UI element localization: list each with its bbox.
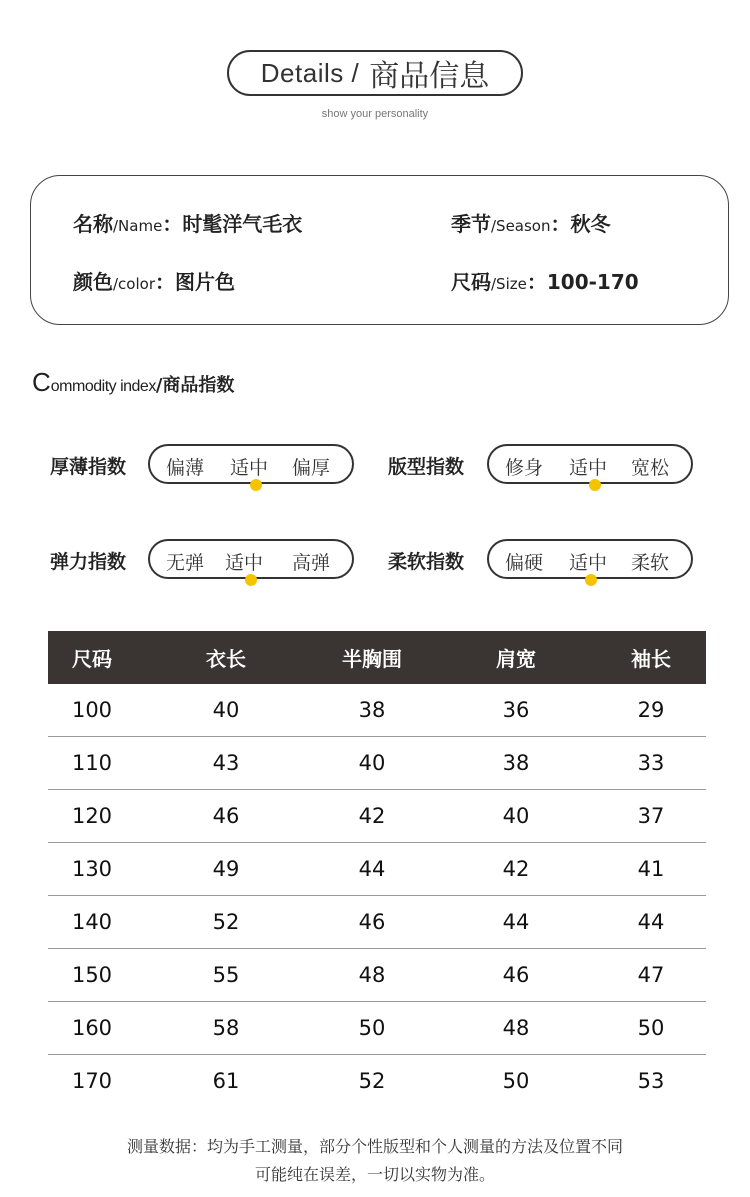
table-cell: 44: [637, 910, 665, 934]
table-cell: 40: [502, 804, 530, 828]
table-cell: 43: [212, 751, 240, 775]
table-cell: 46: [502, 963, 530, 987]
index-option: 偏硬: [505, 552, 544, 574]
index-option: 高弹: [292, 552, 331, 574]
table-cell: 42: [502, 857, 530, 881]
table-cell: 36: [502, 698, 530, 722]
table-row: [48, 1002, 706, 1055]
table-cell: 44: [502, 910, 530, 934]
info-season-label-en: /Season: [491, 217, 551, 235]
info-name: [73, 208, 302, 237]
table-cell: 110: [71, 751, 113, 775]
index-option-selected: 适中: [225, 552, 264, 574]
table-cell: 50: [358, 1016, 386, 1040]
size-table-header: [48, 631, 706, 684]
heading-en: ommodity index: [50, 378, 156, 395]
table-cell: 58: [212, 1016, 240, 1040]
table-cell: 38: [502, 751, 530, 775]
info-color-label: 颜色: [73, 270, 113, 294]
index-indicator-dot: [585, 574, 597, 586]
index-label-softness: 柔软指数: [388, 551, 465, 573]
table-cell: 41: [637, 857, 665, 881]
index-option-selected: 适中: [569, 457, 608, 479]
index-option: 柔软: [631, 552, 670, 574]
info-color-label-en: /color: [113, 275, 155, 293]
index-pill-elasticity: [148, 539, 354, 579]
column-header-size: 尺码: [72, 647, 112, 671]
table-cell: 48: [358, 963, 386, 987]
table-cell: 52: [212, 910, 240, 934]
info-color-colon: ：: [155, 270, 175, 294]
table-cell: 61: [212, 1069, 240, 1093]
table-cell: 55: [212, 963, 240, 987]
index-option: 修身: [505, 457, 544, 479]
title-pill: [227, 50, 523, 96]
heading-initial: C: [32, 367, 51, 397]
table-cell: 50: [502, 1069, 530, 1093]
table-cell: 33: [637, 751, 665, 775]
table-cell: 150: [71, 963, 113, 987]
index-indicator-dot: [245, 574, 257, 586]
table-cell: 170: [71, 1069, 113, 1093]
table-row: [48, 790, 706, 843]
commodity-index-heading: [32, 367, 234, 398]
info-name-label: 名称: [73, 212, 113, 236]
info-size-label: 尺码: [451, 270, 491, 294]
index-option: 偏厚: [292, 457, 331, 479]
table-cell: 120: [71, 804, 113, 828]
table-cell: 29: [637, 698, 665, 722]
table-cell: 40: [358, 751, 386, 775]
index-option: 无弹: [166, 552, 205, 574]
table-cell: 44: [358, 857, 386, 881]
table-cell: 100: [71, 698, 113, 722]
table-cell: 37: [637, 804, 665, 828]
title-en: Details /: [260, 57, 360, 88]
subtitle: show your personality: [321, 108, 429, 120]
table-cell: 53: [637, 1069, 665, 1093]
measurement-note-line2: 可能纯在误差，一切以实物为准。: [254, 1165, 495, 1184]
table-cell: 42: [358, 804, 386, 828]
table-row: [48, 737, 706, 790]
index-option: 偏薄: [166, 457, 205, 479]
info-name-value: 时髦洋气毛衣: [182, 212, 303, 236]
info-size-value: 100-170: [546, 270, 639, 294]
table-cell: 38: [358, 698, 386, 722]
info-season-label: 季节: [451, 212, 491, 236]
info-season: [451, 208, 611, 237]
title-cn: 商品信息: [369, 59, 490, 94]
heading-cn: /商品指数: [155, 375, 235, 396]
index-pill-softness: [487, 539, 693, 579]
info-season-value: 秋冬: [570, 212, 611, 236]
table-row: [48, 896, 706, 949]
info-size-label-en: /Size: [491, 275, 527, 293]
info-color: [73, 266, 235, 295]
table-row: [48, 843, 706, 896]
info-size-colon: ：: [526, 270, 547, 294]
table-row: [48, 949, 706, 1002]
info-color-value: 图片色: [175, 270, 235, 294]
index-indicator-dot: [250, 479, 262, 491]
product-info-box: [30, 175, 729, 325]
info-season-colon: ：: [550, 212, 571, 236]
column-header-half-chest: 半胸围: [342, 647, 402, 671]
index-label-thickness: 厚薄指数: [50, 456, 127, 478]
table-cell: 46: [358, 910, 386, 934]
table-cell: 140: [71, 910, 113, 934]
index-pill-fit: [487, 444, 693, 484]
table-cell: 48: [502, 1016, 530, 1040]
index-option-selected: 适中: [569, 552, 608, 574]
table-row: [48, 684, 706, 737]
table-cell: 46: [212, 804, 240, 828]
column-header-shoulder: 肩宽: [496, 647, 536, 671]
table-cell: 130: [71, 857, 113, 881]
table-row: [48, 1055, 706, 1108]
table-cell: 160: [71, 1016, 113, 1040]
measurement-note-line1: 测量数据：均为手工测量，部分个性版型和个人测量的方法及位置不同: [126, 1137, 623, 1156]
column-header-length: 衣长: [206, 647, 246, 671]
index-option: 宽松: [631, 457, 670, 479]
table-cell: 47: [637, 963, 665, 987]
table-cell: 49: [212, 857, 240, 881]
info-name-colon: ：: [162, 212, 183, 236]
table-cell: 40: [212, 698, 240, 722]
table-cell: 50: [637, 1016, 665, 1040]
info-size: [451, 266, 639, 295]
index-label-fit: 版型指数: [388, 456, 465, 478]
index-indicator-dot: [589, 479, 601, 491]
table-cell: 52: [358, 1069, 386, 1093]
index-pill-thickness: [148, 444, 354, 484]
index-label-elasticity: 弹力指数: [50, 551, 127, 573]
index-option-selected: 适中: [230, 457, 269, 479]
info-name-label-en: /Name: [113, 217, 163, 235]
column-header-sleeve: 袖长: [631, 647, 671, 671]
